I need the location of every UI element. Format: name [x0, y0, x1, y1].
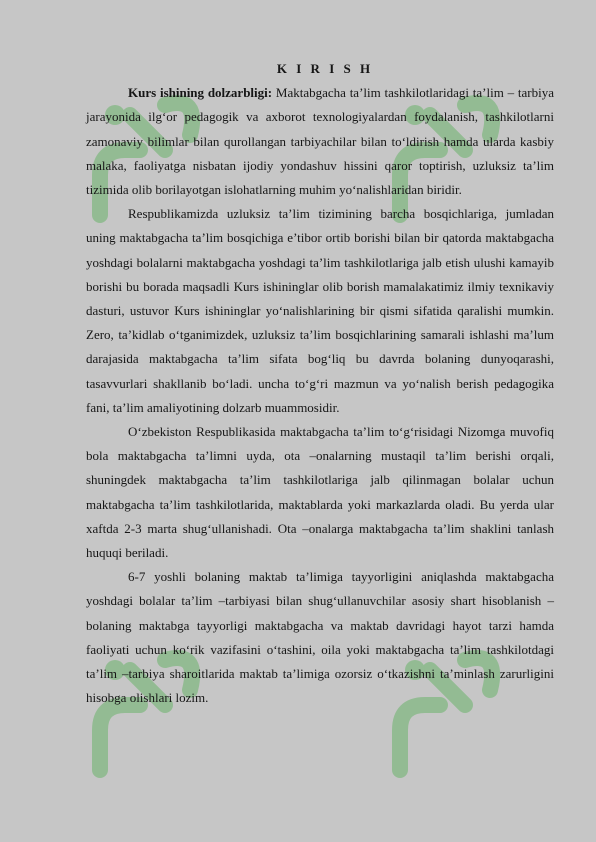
paragraph-3: O‘zbekiston Respublikasida maktabgacha ta’lim to‘g‘risidagi Nizomga muvofiq bola maktabgacha ta’limni uyda, ota –onalarning mustaqil ta’lim berishi orqali, shuningdek maktabgacha ta’lim tashkilotlariga jalb qilinmagan bolalar uchun maktabgacha ta’lim tashkilotlarida, maktablarda yoki markazlarda oladi. Bu yerda ular xaftda 2-3 marta shug‘ullanishadi. Ota –onalarga maktabgacha ta’lim shaklini tanlash huquqi beriladi.: [86, 424, 554, 561]
paragraph-text: Maktabgacha ta’lim tashkilotlaridagi ta’lim – tarbiya jarayonida ilg‘or pedagogik va axborot texnologiyalardan foydalanish, tashkilotlarni zamonaviy bilimlar bilan qurollangan tarbiyachilar bilan to‘ldirish hamda ularda kasbiy malaka, faoliyatga nisbatan ijodiy yondashuv hissini qaror toptirish, uzluksiz ta’lim tizimida olib borilayotgan islohatlarning muhim yo‘nalishlaridan biridir.: [86, 85, 554, 198]
paragraph-4: 6-7 yoshli bolaning maktab ta’limiga tayyorligini aniqlashda maktabgacha yoshdagi bolalar ta’lim –tarbiyasi bilan shug‘ullanuvchilar asosiy shart hisoblanish – bolaning maktabga tayyorligi maktabgacha va maktab davridagi hayot tarzi hamda faoliyati uchun ko‘rik vazifasini o‘tashini, oila yoki maktabgacha ta’lim tashkilotdagi ta’lim –tarbiya sharoitlarida maktab ta’limiga ozorsiz o‘tkazishni ta’minlash zarurligini hisobga olishlari lozim.: [86, 569, 554, 706]
document-body: [86, 57, 554, 710]
page-title: K I R I S H: [276, 61, 374, 76]
paragraph-1: [86, 81, 554, 202]
paragraph-2: Respublikamizda uzluksiz ta’lim tizimining barcha bosqichlariga, jumladan uning maktabgacha ta’lim bosqichiga e’tibor ortib borishi bilan bir qatorda maktabgacha yoshdagi bolalarni maktabgacha yoshdagi ta’lim tashkilotlariga jalb etish ulushi kamayib borishi bu borada maqsadli Kurs ishininglar olib borish mamalakatimiz ilmiy texnikaviy dasturi, ustuvor Kurs ishininglar yo‘nalishlarining bir qismi sifatida qaralishi mumkin. Zero, ta’kidlab o‘tganimizdek, uzluksiz ta’lim bosqichlarining samarali ishlashi ma’lum darajasida maktabgacha ta’lim sifata bog‘liq bu davrda bolaning dunyoqarashi, tasavvurlari shakllanib bo‘ladi. uncha to‘g‘ri mazmun va yo‘nalish berish pedagogika fani, ta’lim amaliyotining dolzarb muammosidir.: [86, 206, 554, 415]
paragraph-lead: Kurs ishining dolzarbligi:: [128, 85, 273, 101]
